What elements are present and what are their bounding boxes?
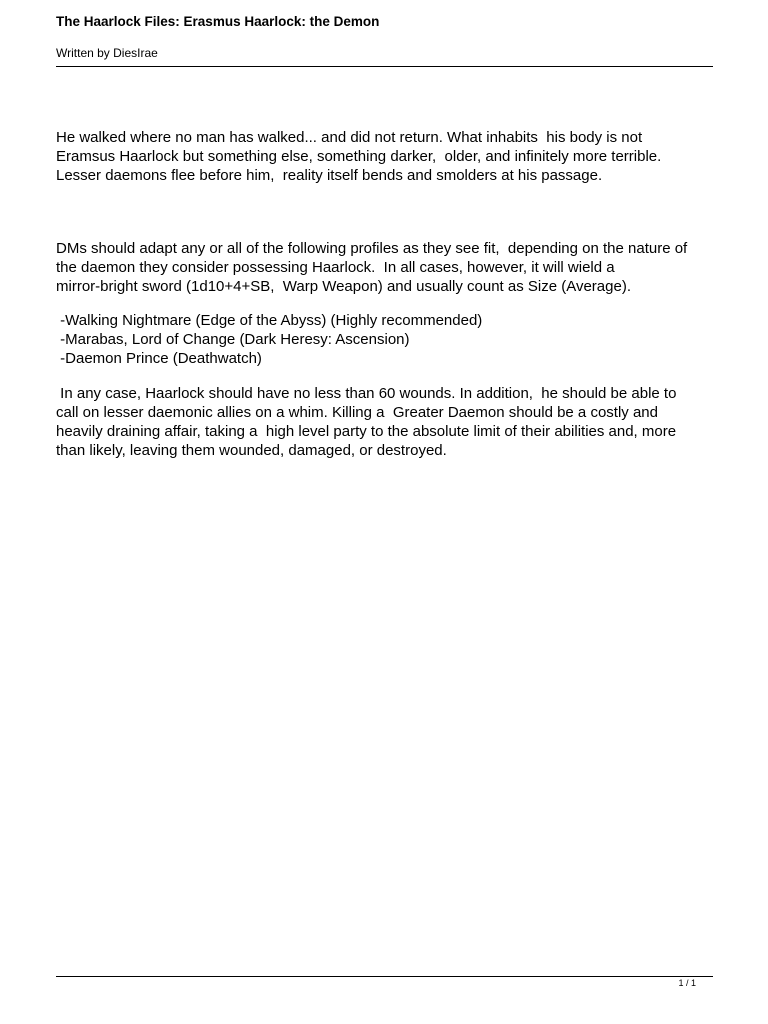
list-item: -Walking Nightmare (Edge of the Abyss) (Highly recommended) (56, 312, 483, 329)
text-line: Eramsus Haarlock but something else, something darker, older, and infinitely more terrible. (56, 148, 662, 165)
list-item: -Daemon Prince (Deathwatch) (56, 350, 262, 367)
page-number: 1 / 1 (678, 978, 696, 988)
footer-divider (56, 976, 713, 977)
header-divider (56, 66, 713, 67)
text-line: In any case, Haarlock should have no less than 60 wounds. In addition, he should be able to (56, 385, 677, 402)
text-line: He walked where no man has walked... and did not return. What inhabits his body is not (56, 129, 643, 146)
document-author: Written by DiesIrae (56, 46, 158, 60)
document-title: The Haarlock Files: Erasmus Haarlock: the Demon (56, 14, 380, 29)
list-item: -Marabas, Lord of Change (Dark Heresy: Ascension) (56, 331, 410, 348)
wounds-paragraph (56, 384, 716, 460)
text-line: call on lesser daemonic allies on a whim. Killing a Greater Daemon should be a costly and (56, 404, 658, 421)
text-line: Lesser daemons flee before him, reality itself bends and smolders at his passage. (56, 167, 603, 184)
intro-paragraph (56, 128, 716, 185)
text-line: DMs should adapt any or all of the following profiles as they see fit, depending on the nature of (56, 240, 688, 257)
text-line: than likely, leaving them wounded, damaged, or destroyed. (56, 442, 447, 459)
text-line: mirror-bright sword (1d10+4+SB, Warp Weapon) and usually count as Size (Average). (56, 278, 631, 295)
profiles-list (56, 311, 716, 368)
text-line: heavily draining affair, taking a high level party to the absolute limit of their abilities and, more (56, 423, 677, 440)
text-line: the daemon they consider possessing Haarlock. In all cases, however, it will wield a (56, 259, 615, 276)
guidance-paragraph (56, 239, 716, 296)
